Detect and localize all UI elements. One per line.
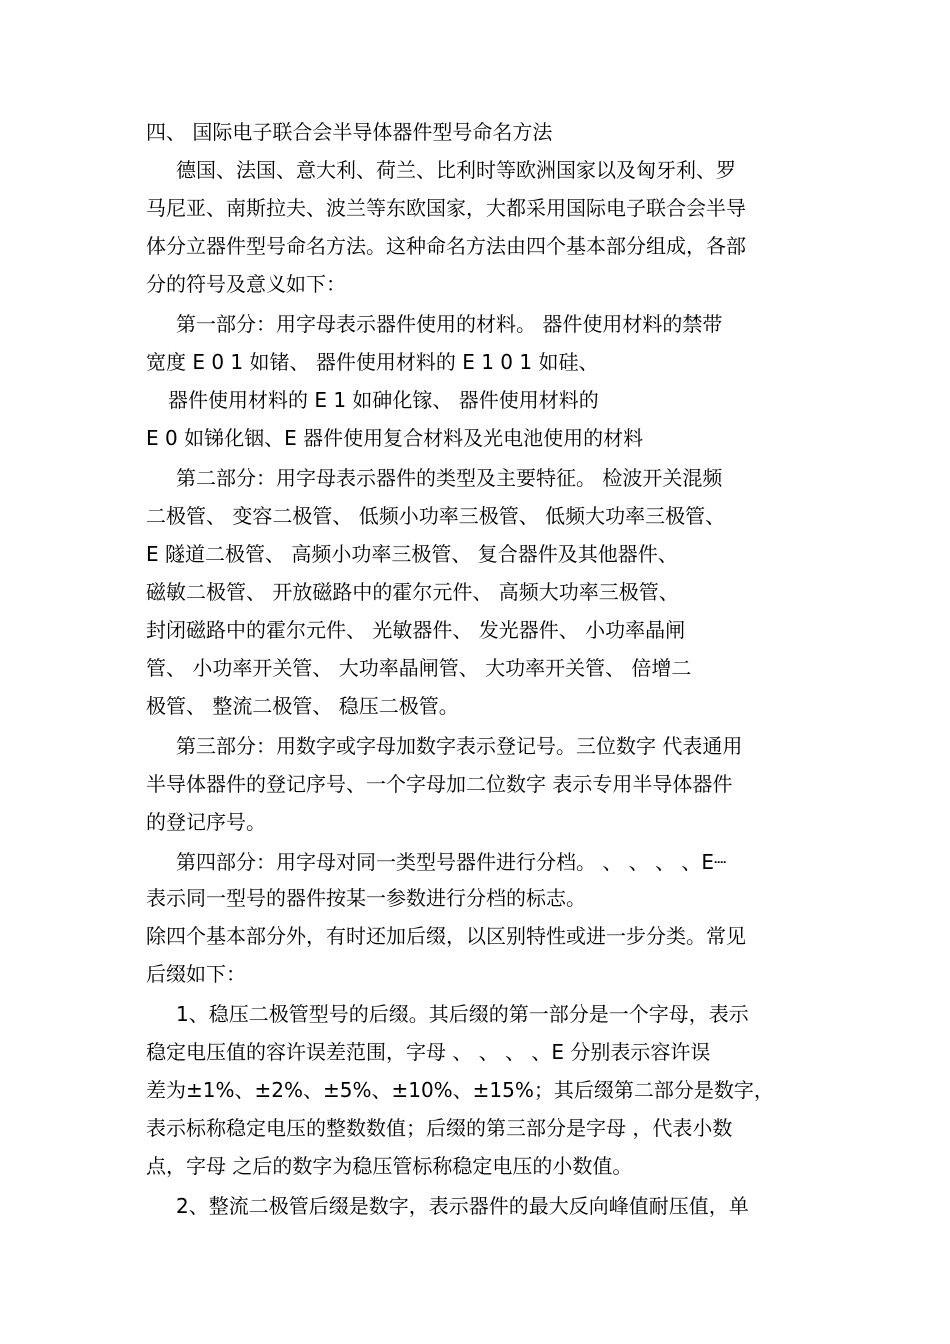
- paragraph-line: 差为±1%、±2%、±5%、±10%、±15%；其后缀第二部分是数字，: [146, 1078, 774, 1102]
- paragraph-line: 第二部分：用字母表示器件的类型及主要特征。 检波开关混频: [176, 466, 723, 490]
- paragraph-line: 1、稳压二极管型号的后缀。其后缀的第一部分是一个字母，表示: [176, 1002, 749, 1026]
- paragraph-line: 二极管、 变容二极管、 低频小功率三极管、 低频大功率三极管、: [146, 504, 726, 528]
- paragraph-line: 封闭磁路中的霍尔元件、 光敏器件、 发光器件、 小功率晶闸: [146, 618, 686, 642]
- paragraph-line: 管、 小功率开关管、 大功率晶闸管、 大功率开关管、 倍增二: [146, 656, 692, 680]
- paragraph-line: 点，字母 之后的数字为稳压管标称稳定电压的小数值。: [146, 1154, 633, 1178]
- paragraph-line: 第三部分：用数字或字母加数字表示登记号。三位数字 代表通用: [176, 734, 743, 758]
- paragraph-line: E 隧道二极管、 高频小功率三极管、 复合器件及其他器件、: [146, 542, 678, 566]
- paragraph-line: 2、整流二极管后缀是数字，表示器件的最大反向峰值耐压值，单: [176, 1194, 749, 1218]
- paragraph-line: 第四部分：用字母对同一类型号器件进行分档。 、 、 、 、E┈: [176, 850, 727, 874]
- paragraph-line: 除四个基本部分外，有时还加后缀，以区别特性或进一步分类。常见: [146, 924, 746, 948]
- paragraph-line: 极管、 整流二极管、 稳压二极管。: [146, 694, 459, 718]
- paragraph-line: 后缀如下：: [146, 962, 246, 986]
- paragraph-line: 马尼亚、南斯拉夫、波兰等东欧国家，大都采用国际电子联合会半导: [146, 196, 746, 220]
- paragraph-line: 半导体器件的登记序号、一个字母加二位数字 表示专用半导体器件: [146, 772, 733, 796]
- section-heading: 四、 国际电子联合会半导体器件型号命名方法: [146, 120, 553, 144]
- paragraph-line: 器件使用材料的 E 1 如砷化镓、 器件使用材料的: [168, 388, 599, 412]
- paragraph-line: E 0 如锑化铟、E 器件使用复合材料及光电池使用的材料: [146, 426, 644, 450]
- paragraph-line: 德国、法国、意大利、荷兰、比利时等欧洲国家以及匈牙利、罗: [176, 158, 736, 182]
- paragraph-line: 表示同一型号的器件按某一参数进行分档的标志。: [146, 886, 586, 910]
- paragraph-line: 宽度 E 0 1 如锗、 器件使用材料的 E 1 0 1 如硅、: [146, 350, 599, 374]
- paragraph-line: 第一部分：用字母表示器件使用的材料。 器件使用材料的禁带: [176, 312, 723, 336]
- paragraph-line: 稳定电压值的容许误差范围，字母 、 、 、 、E 分别表示容许误: [146, 1040, 711, 1064]
- paragraph-line: 体分立器件型号命名方法。这种命名方法由四个基本部分组成，各部: [146, 234, 746, 258]
- paragraph-line: 分的符号及意义如下：: [146, 272, 346, 296]
- paragraph-line: 的登记序号。: [146, 810, 266, 834]
- paragraph-line: 表示标称稳定电压的整数数值；后缀的第三部分是字母 ，代表小数: [146, 1116, 733, 1140]
- paragraph-line: 磁敏二极管、 开放磁路中的霍尔元件、 高频大功率三极管、: [146, 580, 679, 604]
